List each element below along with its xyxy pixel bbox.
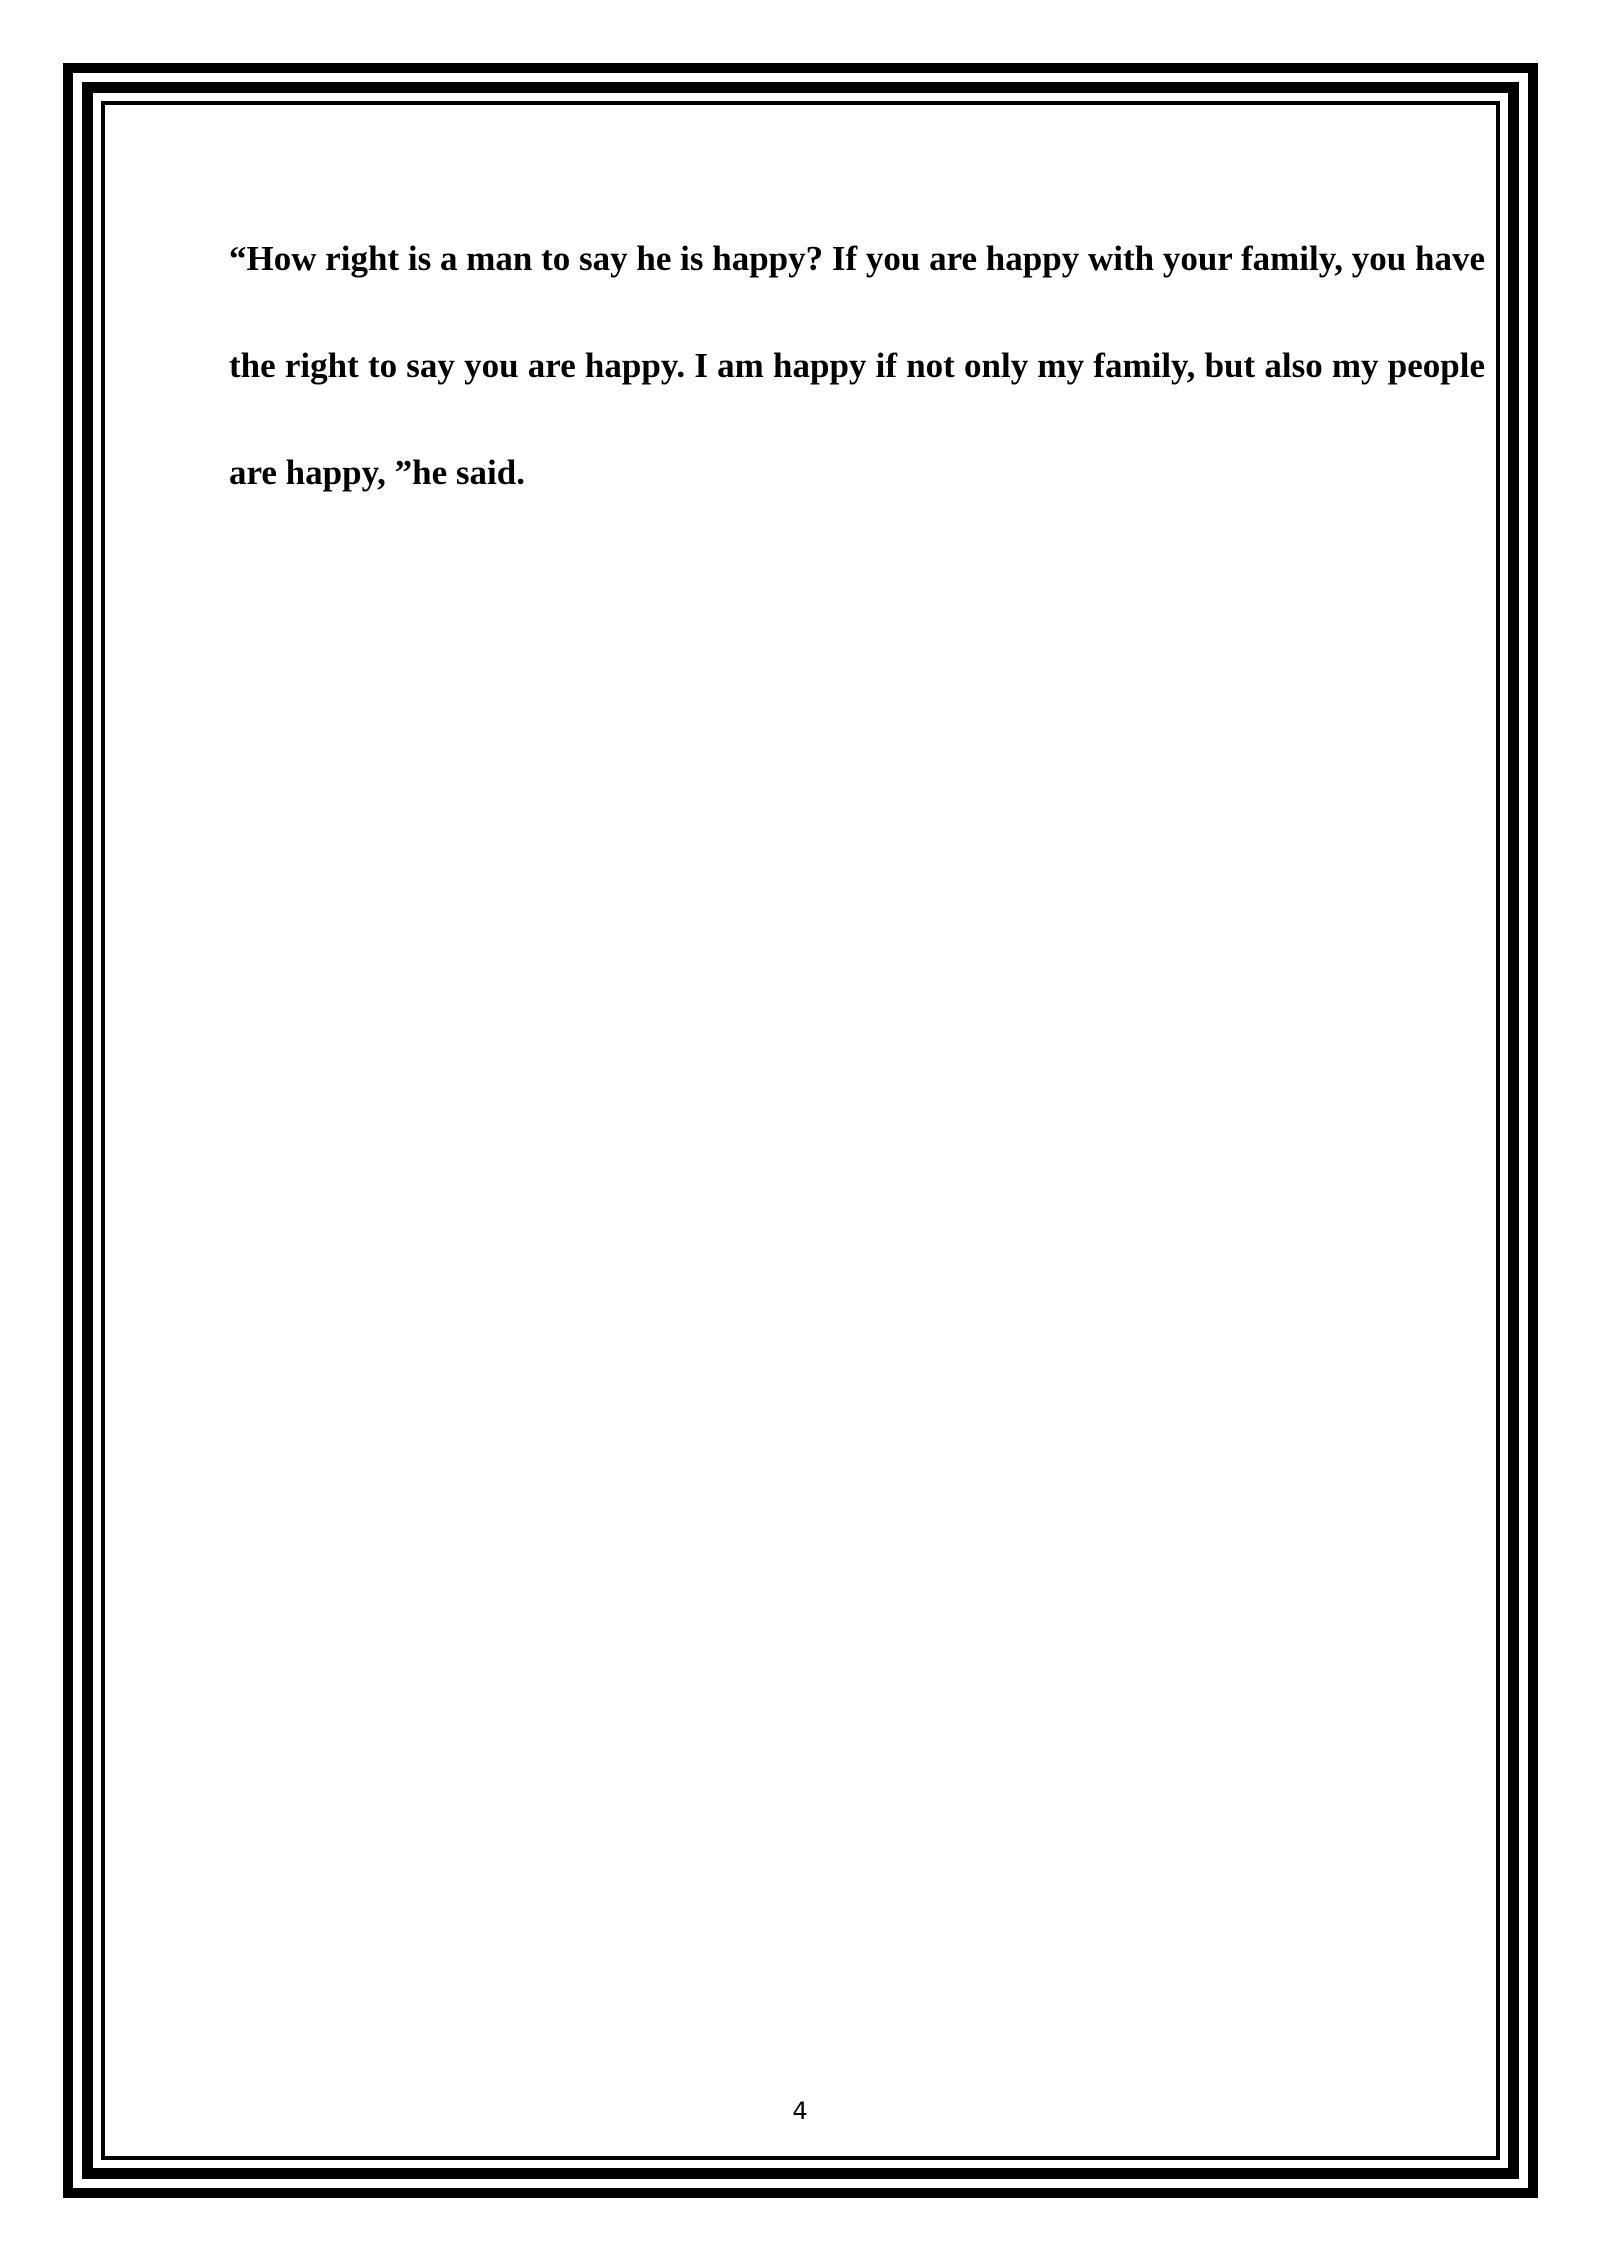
page-number: 4 <box>792 2097 808 2125</box>
quote-paragraph: “How right is a man to say he is happy? If you are happy with your family, you have the right to say you are happy. I am happy if not only my family, but also my people are happy, ”he said. <box>229 239 1485 492</box>
